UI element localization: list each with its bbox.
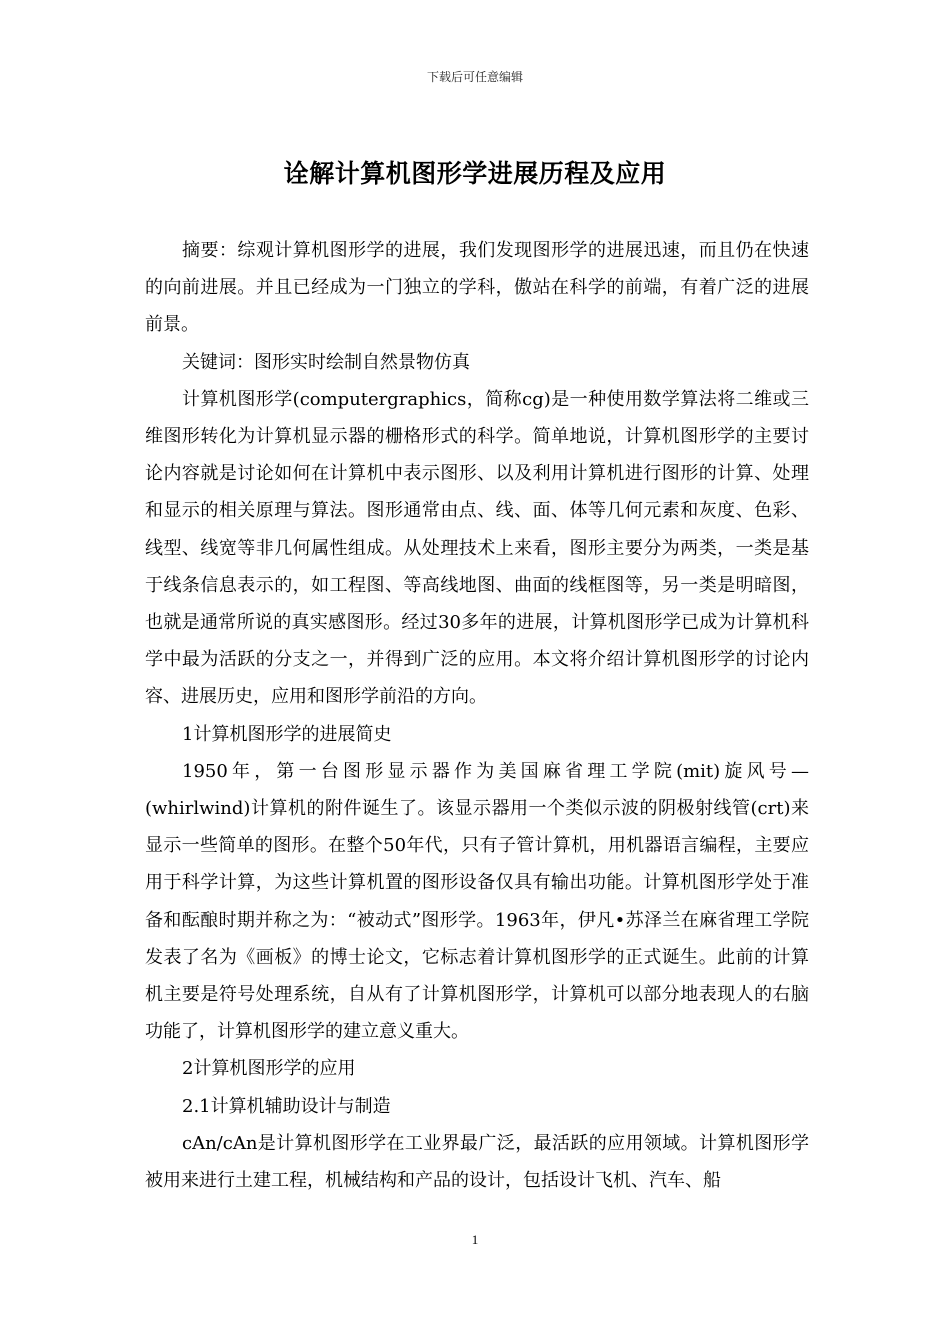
document-title: 诠解计算机图形学进展历程及应用 <box>283 159 667 188</box>
section-1-heading: 1计算机图形学的进展简史 <box>182 723 392 745</box>
section-2-1-paragraph: cAn/cAn是计算机图形学在工业界最广泛，最活跃的应用领域。计算机图形学被用来进行土建工程，机械结构和产品的设计，包括设计飞机、汽车、船 <box>145 1132 809 1192</box>
section-1-paragraph: 1950年，第一台图形显示器作为美国麻省理工学院(mit)旋风号—(whirlwind)计算机的附件诞生了。该显示器用一个类似示波的阴极射线管(crt)来显示一些简单的图形。在整个50年代，只有子管计算机，用机器语言编程，主要应用于科学计算，为这些计算机置的图形设备仅具有输出功能。计算机图形学处于准备和酝酿时期并称之为：“被动式”图形学。1963年，伊凡•苏泽兰在麻省理工学院发表了名为《画板》的博士论文，它标志着计算机图形学的正式诞生。此前的计算机主要是符号处理系统，自从有了计算机图形学，计算机可以部分地表现人的右脑功能了，计算机图形学的建立意义重大。 <box>145 760 809 1043</box>
section-2-1-heading: 2.1计算机辅助设计与制造 <box>182 1095 391 1117</box>
keywords-line: 关键词：图形实时绘制自然景物仿真 <box>182 351 470 373</box>
abstract-paragraph: 摘要：综观计算机图形学的进展，我们发现图形学的进展迅速，而且仍在快速的向前进展。并且已经成为一门独立的学科，傲站在科学的前端，有着广泛的进展前景。 <box>145 240 809 336</box>
document-body <box>145 232 809 1199</box>
page-number: 1 <box>471 1232 479 1247</box>
intro-paragraph: 计算机图形学(computergraphics，简称cg)是一种使用数学算法将二维或三维图形转化为计算机显示器的栅格形式的科学。简单地说，计算机图形学的主要讨论内容就是讨论如何在计算机中表示图形、以及利用计算机进行图形的计算、处理和显示的相关原理与算法。图形通常由点、线、面、体等几何元素和灰度、色彩、线型、线宽等非几何属性组成。从处理技术上来看，图形主要分为两类，一类是基于线条信息表示的，如工程图、等高线地图、曲面的线框图等，另一类是明暗图，也就是通常所说的真实感图形。经过30多年的进展，计算机图形学已成为计算机科学中最为活跃的分支之一，并得到广泛的应用。本文将介绍计算机图形学的讨论内容、进展历史，应用和图形学前沿的方向。 <box>145 388 809 708</box>
page-header: 下载后可任意编辑 <box>426 70 523 84</box>
section-2-heading: 2计算机图形学的应用 <box>182 1058 356 1080</box>
